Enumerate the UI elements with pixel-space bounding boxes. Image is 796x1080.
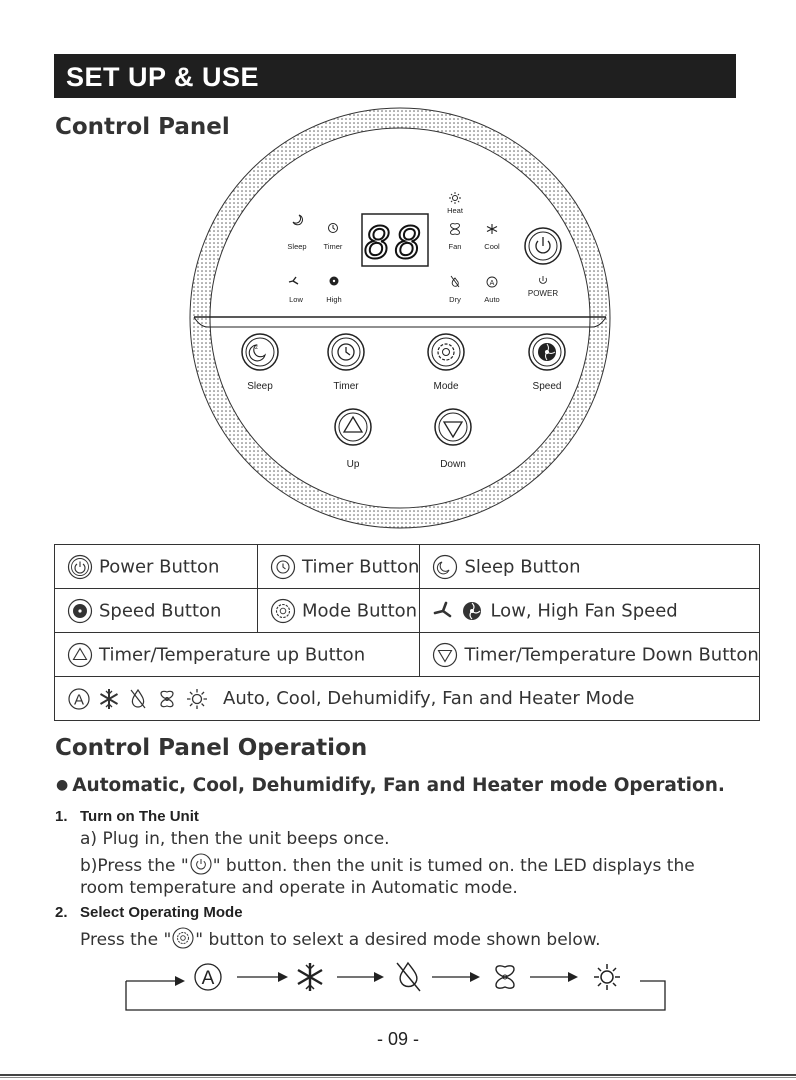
step2-number: 2.: [55, 904, 68, 921]
mode-icon: [270, 598, 296, 624]
led-digits: 88: [364, 218, 426, 269]
legend-up: [55, 633, 420, 677]
control-panel-heading: Control Panel: [55, 114, 230, 140]
legend-timer-text: Timer Button: [302, 556, 420, 577]
power-icon: [67, 554, 93, 580]
svg-text:A: A: [201, 968, 215, 989]
legend-fan-speed: [420, 589, 759, 633]
low-indicator-label: Low: [289, 295, 303, 304]
fan-indicator-label: Fan: [448, 242, 462, 251]
led-display: [362, 214, 428, 269]
sleep-indicator-label: Sleep: [287, 242, 307, 251]
operation-bullet: [56, 775, 725, 796]
fan-icon: [155, 686, 179, 712]
operation-heading: Control Panel Operation: [55, 735, 368, 761]
high-indicator-label: High: [326, 295, 342, 304]
power-indicator-label: POWER: [527, 289, 559, 298]
inline-mode-icon: [172, 927, 194, 949]
section-title: SET UP & USE: [66, 62, 260, 92]
cycle-fan-icon: [496, 966, 514, 988]
svg-text:z: z: [255, 345, 258, 351]
cycle-cool-icon: [298, 963, 322, 991]
legend-fan-speed-text: Low, High Fan Speed: [490, 600, 678, 621]
legend-modes-text: Auto, Cool, Dehumidify, Fan and Heater Mode: [223, 688, 635, 709]
auto-indicator-label: Auto: [484, 295, 500, 304]
up-button-label: Up: [346, 459, 360, 470]
legend-speed-text: Speed Button: [99, 600, 222, 621]
legend-modes: [55, 677, 760, 721]
step2-pre: Press the ": [80, 930, 172, 950]
step1-number: 1.: [55, 808, 68, 825]
legend-timer: [258, 545, 420, 589]
legend-sleep: [420, 545, 759, 589]
legend-down: [420, 633, 759, 677]
step2-title: Select Operating Mode: [80, 904, 243, 921]
panel-power-button[interactable]: [525, 228, 561, 264]
cool-icon: [97, 686, 121, 712]
step1-b2: room temperature and operate in Automatic mode.: [80, 878, 518, 898]
sleep-icon: [432, 554, 458, 580]
svg-text:A: A: [73, 691, 85, 708]
bottom-rule-thin: [0, 1077, 796, 1078]
table-row: [55, 545, 760, 589]
low-fan-icon: [432, 598, 454, 624]
dry-icon: [127, 686, 149, 712]
step2-text: [80, 927, 601, 950]
legend-power: [55, 545, 258, 589]
legend-mode-text: Mode Button: [302, 600, 418, 621]
legend-up-text: Timer/Temperature up Button: [99, 644, 366, 665]
step1-b-pre: b)Press the ": [80, 856, 189, 876]
table-row: [55, 589, 760, 633]
cycle-heat-icon: [594, 964, 620, 990]
legend-speed: [55, 589, 258, 633]
sleep-button-label: Sleep: [247, 381, 273, 392]
table-row: [55, 677, 760, 721]
step1-b-post: " button. then the unit is tumed on. the LED displays the: [212, 856, 695, 876]
operation-bullet-text: Automatic, Cool, Dehumidify, Fan and Heater mode Operation.: [72, 775, 725, 796]
timer-icon: [270, 554, 296, 580]
auto-icon: [67, 686, 91, 712]
high-fan-icon: [460, 598, 484, 624]
svg-text:A: A: [489, 280, 495, 287]
control-panel-diagram: [180, 105, 620, 530]
cycle-dry-icon: [397, 963, 420, 991]
speed-button[interactable]: [529, 334, 565, 392]
mode-cycle-diagram: [120, 955, 670, 1015]
cool-indicator-label: Cool: [484, 242, 500, 251]
speed-button-label: Speed: [532, 381, 562, 392]
button-legend-table: [54, 544, 760, 721]
down-arrow-icon: [432, 642, 458, 668]
heat-indicator-label: Heat: [447, 206, 463, 215]
cycle-auto-icon: [195, 964, 221, 990]
down-button-label: Down: [440, 459, 466, 470]
page-number: - 09 -: [376, 1029, 419, 1049]
legend-down-text: Timer/Temperature Down Button: [464, 644, 759, 665]
timer-button-label: Timer: [333, 381, 359, 392]
up-arrow-icon: [67, 642, 93, 668]
dry-indicator-label: Dry: [449, 295, 461, 304]
legend-mode: [258, 589, 420, 633]
speed-icon: [67, 598, 93, 624]
table-row: [55, 633, 760, 677]
sleep-button[interactable]: [242, 334, 278, 392]
step1-a: a) Plug in, then the unit beeps once.: [80, 829, 390, 849]
down-button[interactable]: [435, 409, 471, 470]
timer-indicator-label: Timer: [323, 242, 343, 251]
step2-post: " button to selext a desired mode shown below.: [195, 930, 601, 950]
step1-title: Turn on The Unit: [80, 808, 199, 825]
bullet-dot: ●: [56, 777, 69, 793]
legend-power-text: Power Button: [99, 556, 220, 577]
inline-power-icon: [190, 853, 212, 875]
legend-sleep-text: Sleep Button: [464, 556, 581, 577]
step1-b: [80, 853, 695, 876]
heat-icon: [185, 686, 209, 712]
mode-button-label: Mode: [433, 381, 459, 392]
bottom-rule: [0, 1074, 796, 1076]
